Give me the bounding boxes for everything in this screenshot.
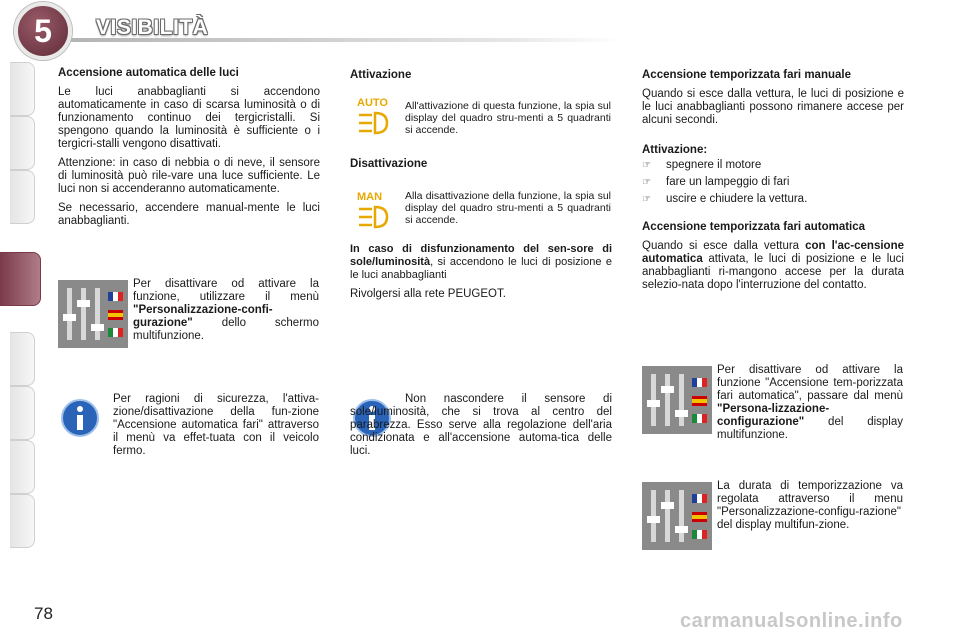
menu-note-text: dello schermo multifunzione. [133,317,319,342]
duration-note: La durata di temporizzazione va regolata attraverso il menu "Personalizzazione-configu-razione" del display multifun-zione. [717,480,903,531]
chapter-tab[interactable] [10,332,35,386]
chapter-tab[interactable] [10,440,35,494]
chapter-tab[interactable] [10,116,35,170]
manual-timer-text: Quando si esce dalla vettura, le luci di posizione e le luci anabbaglianti possono rimanere accese per alcuni secondi. [642,88,904,126]
step-text: fare un lampeggio di fari [666,176,790,188]
paragraph: Attenzione: in caso di nebbia o di neve, il sensore di luminosità può rile-vare una luce sufficiente. Le luci non si accenderanno automaticamente. [58,157,320,195]
step-item [642,157,904,174]
chapter-tab[interactable] [10,62,35,116]
pointing-hand-icon: ☞ [642,160,651,171]
auto-timer-emphasis: con l'ac-censione automatica [642,240,904,265]
chapter-tabs [0,62,36,582]
deactivation-text: Alla disattivazione della funzione, la spia sul display del quadro stru-menti a 5 quadranti si accende. [405,190,611,226]
chapter-tab-active[interactable] [0,252,41,306]
step-item [642,174,904,191]
contact-note: Rivolgersi alla rete PEUGEOT. [350,288,506,300]
page-title: VISIBILITÀ [96,16,209,39]
auto-lamp-icon [355,95,395,137]
auto-timer-text-part: attivata, le luci di posizione e le luci anabbaglianti ri-mangono accese per la durata selezio-nata dopo l'interruzione del contatto. [642,253,904,291]
activation-steps-heading: Attivazione: [642,144,708,156]
timer-menu-note-text: del display multifunzione. [717,416,903,441]
auto-label: AUTO [357,97,388,109]
step-text: uscire e chiudere la vettura. [666,193,808,205]
timer-menu-note-text: Per disattivare od attivare la funzione "Accensione tem-porizzata fari automatica", passare dal menù [717,364,903,402]
settings-menu-icon [642,366,712,434]
timer-menu-note [717,364,903,442]
malfunction-note [350,243,612,282]
menu-name: "Personalizzazione-confi-gurazione" [133,304,273,329]
activation-text: All'attivazione di questa funzione, la spia sul display del quadro stru-menti a 5 quadranti si accende. [405,100,611,136]
settings-menu-icon [58,280,128,348]
menu-name: "Persona-lizzazione-configurazione" [717,403,830,428]
manual-lamp-icon [355,189,395,231]
man-label: MAN [357,191,383,203]
step-text: spegnere il motore [666,159,762,171]
safety-note: Per ragioni di sicurezza, l'attiva-zione/disattivazione della fun-zione "Accensione automatica fari" attraverso il menù va effet-tuata con il veicolo fermo. [113,393,319,457]
watermark: carmanualsonline.info [680,610,903,632]
section-heading-auto-timer: Accensione temporizzata fari automatica [642,221,866,233]
menu-note [133,278,319,343]
auto-timer-text [642,240,904,292]
settings-menu-icon [642,482,712,550]
auto-timer-text-part: Quando si esce dalla vettura [642,240,800,252]
chapter-tab[interactable] [10,494,35,548]
malfunction-text: , si accendono le luci di posizione e le luci anabbaglianti [350,256,612,281]
paragraph: Le luci anabbaglianti si accendono automaticamente in caso di scarsa luminosità o di funzionamento continuo dei tergicristalli. Si spengono quando la luminosità è sufficiente o i tergicri-stalli vengono disattivati. [58,86,320,150]
step-item [642,191,904,208]
info-icon [60,398,100,438]
page-number: 78 [34,604,53,623]
chapter-tab[interactable] [10,386,35,440]
column-3 [642,68,904,292]
section-heading-deactivation: Disattivazione [350,158,428,170]
section-heading-activation: Attivazione [350,69,412,81]
sensor-note: Non nascondere il sensore di sole/luminosità, che si trova al centro del parabrezza. Esso serve alla regolazione dell'aria condizionata e all'accensione automa-tica delle luci. [350,393,612,457]
section-heading-manual-timer: Accensione temporizzata fari manuale [642,69,851,81]
column-1 [58,66,320,234]
section-heading: Accensione automatica delle luci [58,67,239,79]
pointing-hand-icon: ☞ [642,194,651,205]
paragraph: Se necessario, accendere manual-mente le luci anabbaglianti. [58,202,320,227]
chapter-tab[interactable] [10,170,35,224]
pointing-hand-icon: ☞ [642,177,651,188]
malfunction-heading: In caso di disfunzionamento del sen-sore di sole/luminosità [350,243,612,268]
menu-note-text: Per disattivare od attivare la funzione, utilizzare il menù [133,278,319,303]
chapter-badge: 5 [14,2,72,60]
